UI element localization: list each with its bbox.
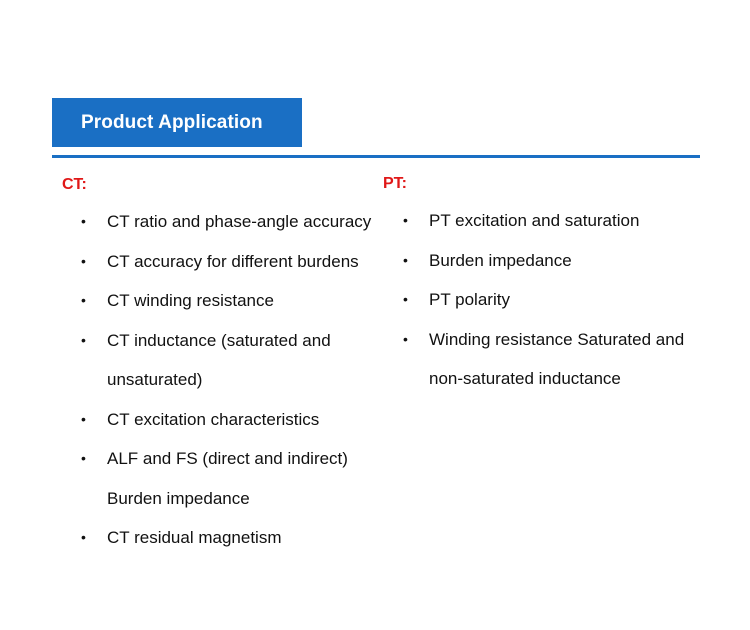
bullet-icon: • [81,331,86,348]
bullet-icon: • [81,410,86,427]
list-item [78,281,378,321]
divider [52,155,700,158]
bullet-icon: • [403,291,408,307]
list-item-text: PT polarity [429,290,510,309]
list-item-text: Winding resistance Saturated and non-saturated inductance [429,329,685,388]
bullet-icon: • [81,252,86,269]
bullet-icon: • [81,213,86,229]
bullet-icon: • [81,450,86,466]
list-item-text: ALF and FS (direct and indirect) Burden impedance [107,449,348,508]
list-item [400,320,710,399]
list-item [78,518,378,558]
list-item-text: PT excitation and saturation [429,211,640,230]
ct-heading: CT: [62,176,87,193]
bullet-icon: • [81,292,86,308]
list-item [78,242,378,282]
bullet-icon: • [403,330,408,347]
ct-list [78,202,378,558]
list-item [400,201,710,241]
list-item [78,202,378,242]
section-header [52,98,302,147]
pt-heading: PT: [383,175,407,192]
list-item-text: CT ratio and phase-angle accuracy [107,212,372,231]
list-item-text: CT excitation characteristics [107,409,320,429]
bullet-icon: • [403,251,408,268]
list-item [78,400,378,440]
list-item-text: Burden impedance [429,250,572,270]
list-item-text: CT winding resistance [107,291,274,310]
bullet-icon: • [403,212,408,228]
list-item [78,321,378,400]
bullet-icon: • [81,529,86,545]
list-item-text: CT residual magnetism [107,528,282,547]
list-item [78,439,378,518]
list-item-text: CT accuracy for different burdens [107,251,359,271]
section-title: Product Application [81,111,263,133]
list-item [400,241,710,281]
list-item [400,280,710,320]
pt-list [400,201,710,399]
list-item-text: CT inductance (saturated and unsaturated) [107,330,331,389]
